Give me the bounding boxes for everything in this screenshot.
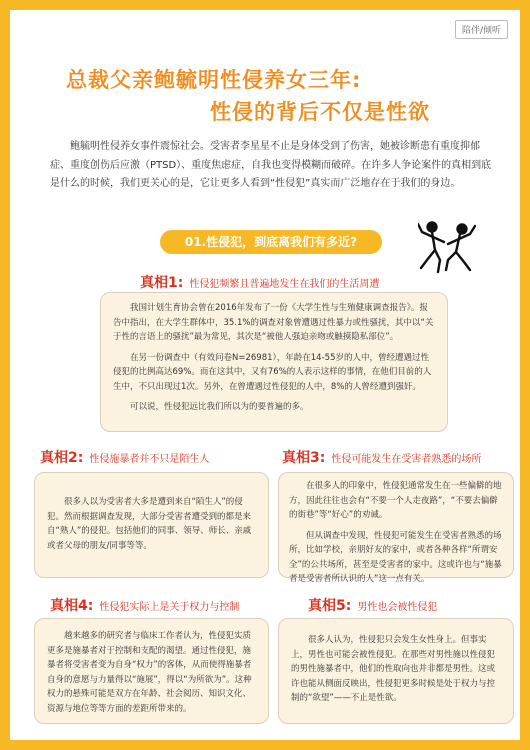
truth5-heading [308, 595, 437, 615]
truth5-paragraph: 很多人认为，性侵犯只会发生女性身上。但事实上，男性也可能会被性侵犯。在那些对男性施以性侵犯的男性施暴者中，他们的性取向也并非都是男性。这或许也能从侧面反映出，性侵犯更多时候是处于权力与控制的“欲望”——不止是性欲。 [291, 635, 496, 703]
truth4-heading [50, 595, 239, 615]
truth5-box [278, 618, 514, 724]
people-fighting-icon [418, 220, 476, 275]
intro-paragraph: 鲍毓明性侵养女事件震惊社会。受害者李星星不止是身体受到了伤害，她被诊断患有重度抑郁症、重度创伤后应激（PTSD）、重度焦虑症，自我也变得模糊而破碎。在许多人争论案件的真相到底是什么的时候，我们更关心的是，它让更多人看到“性侵犯”真实而广泛地存在于我们的身边。 [50, 141, 492, 189]
truth3-paragraph: 但从调查中发现，性侵犯可能发生在受害者熟悉的场所，比如学校，亲朋好友的家中，或者各种各样“所谓安全”的公共场所，甚至是受害者的家中。这或许也与“施暴者是受害者所认识的人”这一点有关。 [289, 530, 502, 584]
truth3-label: 真相3: [282, 450, 326, 466]
truth3-box [278, 472, 514, 584]
truth1-label: 真相1: [140, 275, 184, 291]
truth2-paragraph: 很多人以为受害者大多是遭到来自“陌生人”的侵犯。然而根据调查发现，大部分受害者遭受到的都是来自“熟人”的侵犯。包括他们的同事、领导、师长、亲戚或者父母的朋友/同事等等。 [47, 497, 252, 551]
section-heading-pill: 01.性侵犯，到底离我们有多近? [160, 230, 382, 254]
category-tag[interactable]: 陪伴/倾听 [455, 20, 508, 39]
truth2-label: 真相2: [40, 450, 84, 466]
truth1-paragraph: 在另一份调查中（有效问卷N=26981），年龄在14-55岁的人中，曾经遭遇过性侵犯的比例高达69%。而在这其中，又有76%的人表示这样的事情，在他们目前的人生中，不只出现过1次。另外，在曾遭遇过性侵犯的人中，8%的人曾经遭到强奸。 [113, 352, 432, 392]
truth4-paragraph: 越来越多的研究者与临床工作者认为，性侵犯实质更多是施暴者对于控制和支配的渴望。通过性侵犯，施暴者将受害者变为自身“权力”的客体，从而使得施暴者自身的意愿与力量得以“施展”，得以“为所欲为”。这种权力的悬殊可能是双方在年龄、社会阅历、知识文化、资源与地位等等方面的差距所带来的。 [47, 631, 252, 714]
truth4-box [34, 618, 269, 724]
truth4-label: 真相4: [50, 598, 94, 614]
truth1-paragraph: 我国计划生育协会曾在2016年发布了一份《大学生性与生殖健康调查报告》。报告中指出，在大学生群体中，35.1%的调查对象曾遭遇过性暴力或性骚扰，其中以“关于性的言语上的骚扰”最为常见，其次是“被他人强迫亲吻或触摸隐私部位”。 [113, 303, 434, 342]
truth5-label: 真相5: [308, 598, 352, 614]
truth1-heading [140, 272, 379, 292]
truth4-subtitle: 性侵犯实际上是关于权力与控制 [99, 602, 240, 613]
truth2-heading [40, 447, 209, 467]
truth3-subtitle: 性侵可能发生在受害者熟悉的场所 [331, 454, 482, 465]
truth3-paragraph: 在很多人的印象中，性侵犯通常发生在一些偏僻的地方，因此往往也会有“不要一个人走夜路”，“不要去偏僻的街巷”等“好心”的劝诫。 [289, 481, 502, 520]
truth2-subtitle: 性侵施暴者并不只是陌生人 [89, 454, 210, 465]
truth5-subtitle: 男性也会被性侵犯 [357, 602, 438, 613]
truth1-subtitle: 性侵犯频繁且普遍地发生在我们的生活周遭 [189, 279, 380, 290]
article-title-line1: 总裁父亲鲍毓明性侵养女三年: [66, 68, 362, 92]
truth2-box [34, 472, 269, 578]
article-title-line2: 性侵的背后不仅是性欲 [210, 100, 430, 124]
truth1-box [100, 292, 448, 432]
truth1-paragraph: 可以说，性侵犯远比我们所以为的要普遍的多。 [130, 402, 309, 412]
truth3-heading [282, 447, 481, 467]
